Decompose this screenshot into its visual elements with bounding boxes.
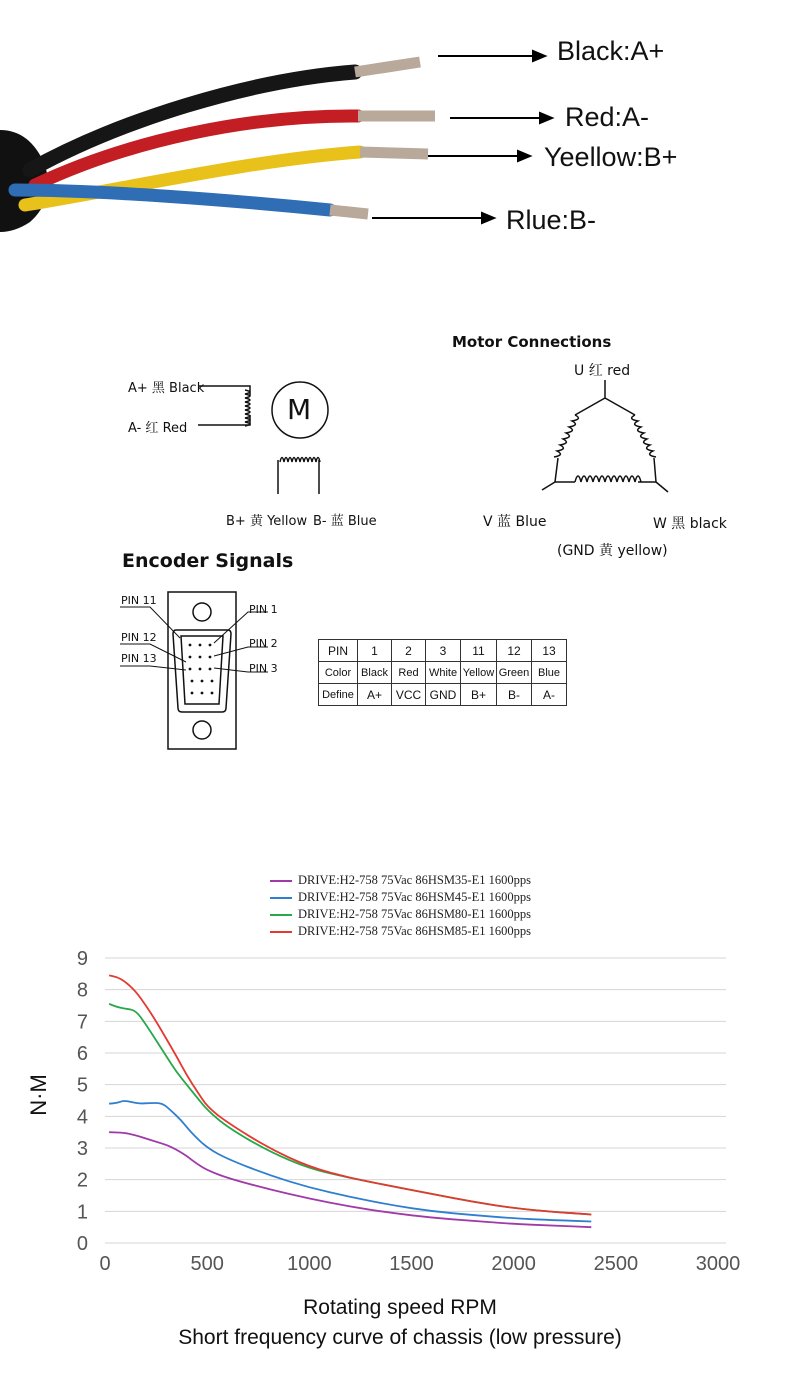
chart-legend bbox=[270, 872, 531, 940]
table-cell: 11 bbox=[461, 640, 497, 662]
table-cell: Green bbox=[497, 662, 532, 684]
torque-chart bbox=[0, 940, 800, 1300]
y-tick-label: 7 bbox=[76, 1011, 88, 1034]
motor-symbol: M bbox=[287, 393, 312, 426]
delta-connection-diagram bbox=[520, 380, 700, 510]
wire-photo bbox=[0, 0, 800, 250]
table-cell: Define bbox=[319, 684, 358, 706]
table-cell: PIN bbox=[319, 640, 358, 662]
gnd-label: (GND 黄 yellow) bbox=[557, 543, 668, 559]
pin-2-label: PIN 2 bbox=[249, 637, 278, 650]
x-tick-label: 1500 bbox=[389, 1253, 434, 1275]
x-tick-label: 3000 bbox=[695, 1253, 741, 1275]
y-tick-label: 3 bbox=[76, 1138, 88, 1160]
table-cell: White bbox=[426, 662, 461, 684]
legend-swatch bbox=[270, 897, 292, 899]
wire-label-blue: Rlue:B- bbox=[506, 205, 597, 235]
table-row bbox=[319, 662, 567, 684]
pin-definition-table bbox=[318, 639, 567, 706]
series-line-3 bbox=[109, 1004, 591, 1215]
pin-13-label: PIN 13 bbox=[121, 652, 157, 665]
pin-12-label: PIN 12 bbox=[121, 631, 157, 644]
table-cell: Yellow bbox=[461, 662, 497, 684]
y-tick-label: 9 bbox=[76, 948, 88, 970]
y-tick-label: 6 bbox=[76, 1043, 88, 1065]
legend-item bbox=[270, 889, 531, 906]
pin-1-label: PIN 1 bbox=[249, 603, 278, 616]
x-tick-label: 500 bbox=[190, 1253, 224, 1275]
table-cell: Black bbox=[358, 662, 392, 684]
x-tick-label: 1000 bbox=[287, 1253, 332, 1275]
table-cell: GND bbox=[426, 684, 461, 706]
x-axis-label: Rotating speed RPM bbox=[303, 1296, 497, 1319]
y-axis-label: N·M bbox=[25, 1074, 51, 1116]
u-label: U 红 red bbox=[574, 363, 631, 379]
table-cell: 2 bbox=[392, 640, 426, 662]
table-row bbox=[319, 640, 567, 662]
table-row bbox=[319, 684, 567, 706]
chart-title: Short frequency curve of chassis (low pressure) bbox=[178, 1326, 622, 1349]
pin-3-label: PIN 3 bbox=[249, 662, 278, 675]
table-cell: A- bbox=[532, 684, 567, 706]
x-tick-label: 0 bbox=[99, 1253, 111, 1275]
motor-connections-title: Motor Connections bbox=[452, 333, 612, 351]
y-tick-label: 5 bbox=[76, 1074, 88, 1097]
b-minus-label: B- 蓝 Blue bbox=[313, 514, 377, 529]
table-cell: VCC bbox=[392, 684, 426, 706]
encoder-signals-title: Encoder Signals bbox=[122, 550, 294, 572]
a-plus-label: A+ 黑 Black bbox=[128, 381, 205, 396]
wire-label-yellow: Yeellow:B+ bbox=[544, 142, 678, 172]
b-plus-label: B+ 黄 Yellow bbox=[226, 514, 308, 529]
legend-item bbox=[270, 923, 531, 940]
table-cell: A+ bbox=[358, 684, 392, 706]
wire-label-black: Black:A+ bbox=[557, 36, 665, 66]
y-tick-label: 1 bbox=[76, 1201, 88, 1224]
table-cell: Blue bbox=[532, 662, 567, 684]
table-cell: 3 bbox=[426, 640, 461, 662]
series-line-2 bbox=[109, 1101, 591, 1222]
table-cell: 1 bbox=[358, 640, 392, 662]
x-tick-label: 2000 bbox=[491, 1253, 536, 1275]
a-minus-label: A- 红 Red bbox=[128, 421, 188, 436]
y-tick-label: 4 bbox=[76, 1106, 88, 1129]
table-cell: 13 bbox=[532, 640, 567, 662]
legend-label: DRIVE:H2-758 75Vac 86HSM80-E1 1600pps bbox=[298, 907, 531, 921]
legend-label: DRIVE:H2-758 75Vac 86HSM45-E1 1600pps bbox=[298, 890, 531, 904]
x-tick-label: 2500 bbox=[593, 1253, 639, 1275]
legend-label: DRIVE:H2-758 75Vac 86HSM35-E1 1600pps bbox=[298, 873, 531, 887]
table-cell: B- bbox=[497, 684, 532, 706]
w-label: W 黑 black bbox=[653, 516, 727, 532]
table-cell: Color bbox=[319, 662, 358, 684]
table-cell: Red bbox=[392, 662, 426, 684]
y-tick-label: 8 bbox=[76, 979, 88, 1002]
y-tick-label: 0 bbox=[76, 1233, 88, 1255]
legend-swatch bbox=[270, 931, 292, 933]
legend-label: DRIVE:H2-758 75Vac 86HSM85-E1 1600pps bbox=[298, 924, 531, 938]
table-cell: B+ bbox=[461, 684, 497, 706]
legend-item bbox=[270, 872, 531, 889]
legend-item bbox=[270, 906, 531, 923]
wire-label-red: Red:A- bbox=[565, 102, 650, 132]
y-tick-label: 2 bbox=[76, 1169, 88, 1192]
legend-swatch bbox=[270, 914, 292, 916]
legend-swatch bbox=[270, 880, 292, 882]
v-label: V 蓝 Blue bbox=[483, 514, 547, 530]
pin-11-label: PIN 11 bbox=[121, 594, 157, 607]
table-cell: 12 bbox=[497, 640, 532, 662]
